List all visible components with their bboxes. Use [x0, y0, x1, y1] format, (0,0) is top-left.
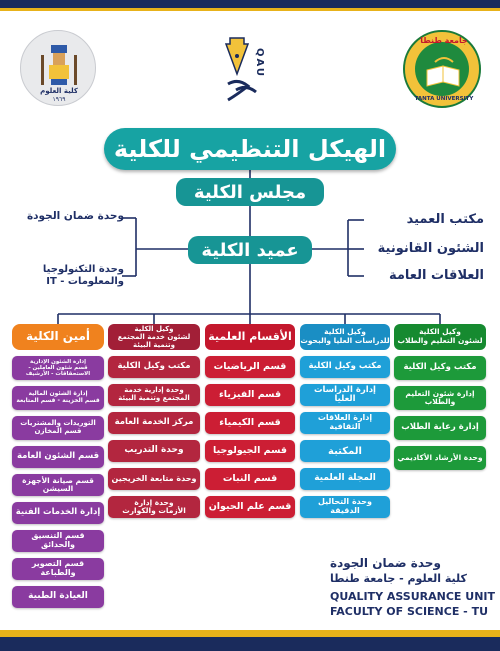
bottom-navy-stripe	[0, 637, 500, 651]
secretary-item: العيادة الطبية	[12, 586, 104, 608]
tanta-logo-ar: جامعة طنطا	[420, 36, 468, 45]
quality-assurance-unit-label: وحدة ضمان الجودة	[26, 210, 124, 222]
faculty-logo-text: كلية العلوم	[40, 87, 78, 95]
page-title: الهيكل التنظيمي للكلية	[104, 128, 396, 170]
footer-faculty-ar: كلية العلوم - جامعة طنطا	[330, 572, 467, 585]
community-item: وحدة إدارة الأزمات والكوارث	[108, 496, 200, 518]
footer-quality-unit-en: QUALITY ASSURANCE UNIT	[330, 590, 495, 603]
community-item: مكتب وكيل الكلية	[108, 356, 200, 378]
column-head-secretary: أمين الكلية	[12, 324, 104, 350]
department-item: قسم النبات	[205, 468, 295, 490]
public-relations-label: العلاقات العامة	[388, 268, 484, 283]
secretary-item: قسم الشئون العامة	[12, 446, 104, 468]
department-item: قسم علم الحيوان	[205, 496, 295, 518]
education-item: إدارة رعاية الطلاب	[394, 416, 486, 440]
secretary-item: قسم التصوير والطباعة	[12, 558, 104, 580]
legal-affairs-label: الشئون القانونية	[377, 241, 484, 256]
graduate-item: وحدة التحاليل الدقيقة	[300, 496, 390, 518]
footer-faculty-en: FACULTY OF SCIENCE - TU	[330, 605, 489, 618]
qau-logo-text: QAU	[254, 48, 265, 79]
department-item: قسم الجيولوجيا	[205, 440, 295, 462]
secretary-item: إدارة الشئون المالية قسم الخزينة - قسم المتابعة	[12, 386, 104, 410]
education-item: إدارة شئون التعليم والطلاب	[394, 386, 486, 410]
graduate-item: إدارة العلاقات الثقافية	[300, 412, 390, 434]
department-item: قسم الكيمياء	[205, 412, 295, 434]
secretary-item: التوريدات والمشتريات قسم المخازن	[12, 416, 104, 440]
secretary-item: قسم صيانة الأجهزة السيشن	[12, 474, 104, 496]
faculty-council-box: مجلس الكلية	[176, 178, 324, 206]
graduate-item: المجلة العلمية	[300, 468, 390, 490]
footer-quality-unit-ar: وحدة ضمان الجودة	[330, 556, 441, 570]
secretary-item: إدارة الشئون الإدارية قسم شئون العاملين - الاستحقاقات - الأرشيف	[12, 356, 104, 380]
community-item: وحدة إدارية خدمة المجتمع وتنمية البيئة	[108, 384, 200, 406]
graduate-item: إدارة الدراسات العليا	[300, 384, 390, 406]
column-head-education: وكيل الكلية لشئون التعليم والطلاب	[394, 324, 486, 350]
community-item: وحدة التدريب	[108, 440, 200, 462]
department-item: قسم الرياضيات	[205, 356, 295, 378]
education-item: مكتب وكيل الكلية	[394, 356, 486, 380]
tanta-logo-en: TANTA UNIVERSITY	[414, 96, 474, 102]
dean-office-label: مكتب العميد	[406, 212, 484, 227]
it-unit-label: وحدة التكنولوجيا والمعلومات - IT	[42, 264, 124, 287]
dean-box: عميد الكلية	[188, 236, 312, 264]
column-head-community: وكيل الكلية لشئون خدمة المجتمع وتنمية البيئة	[108, 324, 200, 350]
graduate-item: المكتبة	[300, 440, 390, 462]
column-head-graduate: وكيل الكلية للدراسات العليا والبحوث	[300, 324, 390, 350]
column-head-departments: الأقسام العلمية	[205, 324, 295, 350]
graduate-item: مكتب وكيل الكلية	[300, 356, 390, 378]
community-item: وحدة متابعة الخريجين	[108, 468, 200, 490]
secretary-item: إدارة الخدمات الفنية	[12, 502, 104, 524]
education-item: وحدة الأرشاد الأكاديمي	[394, 446, 486, 470]
secretary-item: قسم التنسيق والحدائق	[12, 530, 104, 552]
community-item: مركز الخدمة العامة	[108, 412, 200, 434]
faculty-logo-year: ١٩٦٩	[52, 96, 66, 103]
bottom-gold-stripe	[0, 630, 500, 637]
department-item: قسم الفيزياء	[205, 384, 295, 406]
